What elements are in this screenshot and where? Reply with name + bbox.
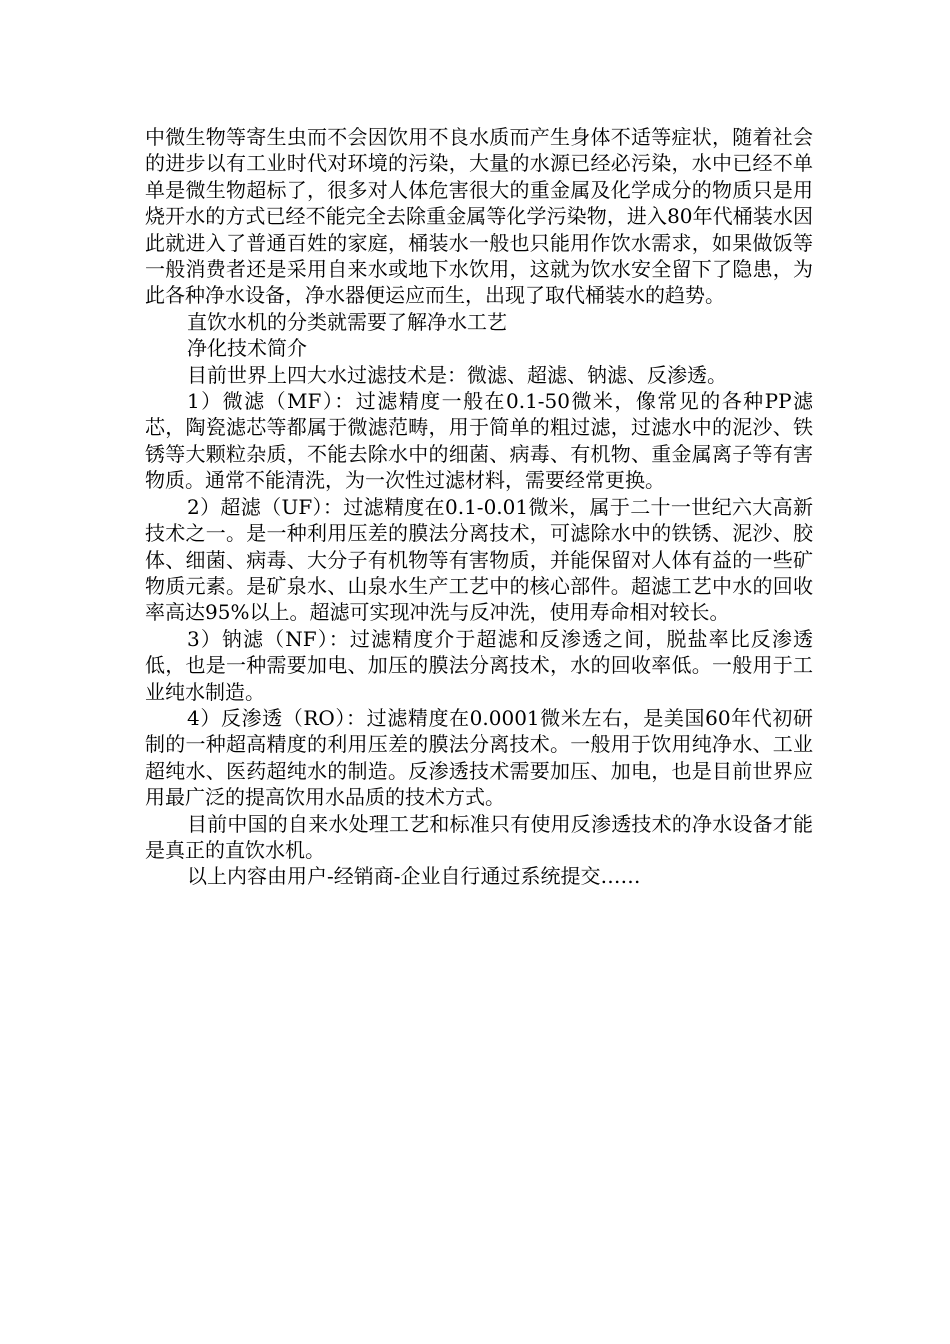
paragraph-nanofiltration: 3）钠滤（NF）：过滤精度介于超滤和反渗透之间，脱盐率比反渗透低，也是一种需要加电、加压的膜法分离技术，水的回收率低。一般用于工业纯水制造。: [145, 626, 813, 704]
document-body: [145, 124, 813, 890]
section-heading-purification: 净化技术简介: [187, 336, 307, 361]
paragraph-footer-note: 以上内容由用户-经销商-企业自行通过系统提交……: [187, 864, 641, 889]
paragraph-microfiltration: 1）微滤（MF）：过滤精度一般在0.1-50微米，像常见的各种PP滤芯，陶瓷滤芯等都属于微滤范畴，用于简单的粗过滤，过滤水中的泥沙、铁锈等大颗粒杂质，不能去除水中的细菌、病毒、有机物、重金属离子等有害物质。通常不能清洗，为一次性过滤材料，需要经常更换。: [145, 389, 813, 493]
paragraph-intro-continuation: 中微生物等寄生虫而不会因饮用不良水质而产生身体不适等症状，随着社会的进步以有工业时代对环境的污染，大量的水源已经必污染，水中已经不单单是微生物超标了，很多对人体危害很大的重金属及化学成分的物质只是用烧开水的方式已经不能完全去除重金属等化学污染物，进入80年代桶装水因此就进入了普通百姓的家庭，桶装水一般也只能用作饮水需求，如果做饭等一般消费者还是采用自来水或地下水饮用，这就为饮水安全留下了隐患，为此各种净水设备，净水器便运应而生，出现了取代桶装水的趋势。: [145, 125, 813, 308]
paragraph-reverse-osmosis: 4）反渗透（RO）：过滤精度在0.0001微米左右，是美国60年代初研制的一种超高精度的利用压差的膜法分离技术。一般用于饮用纯净水、工业超纯水、医药超纯水的制造。反渗透技术需要加压、加电，也是目前世界应用最广泛的提高饮用水品质的技术方式。: [145, 705, 813, 810]
paragraph-four-technologies: 目前世界上四大水过滤技术是：微滤、超滤、钠滤、反渗透。: [187, 362, 727, 387]
paragraph-conclusion: 目前中国的自来水处理工艺和标准只有使用反渗透技术的净水设备才能是真正的直饮水机。: [145, 811, 813, 862]
paragraph-ultrafiltration: 2）超滤（UF）：过滤精度在0.1-0.01微米，属于二十一世纪六大高新技术之一。是一种利用压差的膜法分离技术，可滤除水中的铁锈、泥沙、胶体、细菌、病毒、大分子有机物等有害物质，并能保留对人体有益的一些矿物质元素。是矿泉水、山泉水生产工艺中的核心部件。超滤工艺中水的回收率高达95%以上。超滤可实现冲洗与反冲洗，使用寿命相对较长。: [145, 494, 813, 625]
paragraph-classification: 直饮水机的分类就需要了解净水工艺: [187, 309, 507, 334]
